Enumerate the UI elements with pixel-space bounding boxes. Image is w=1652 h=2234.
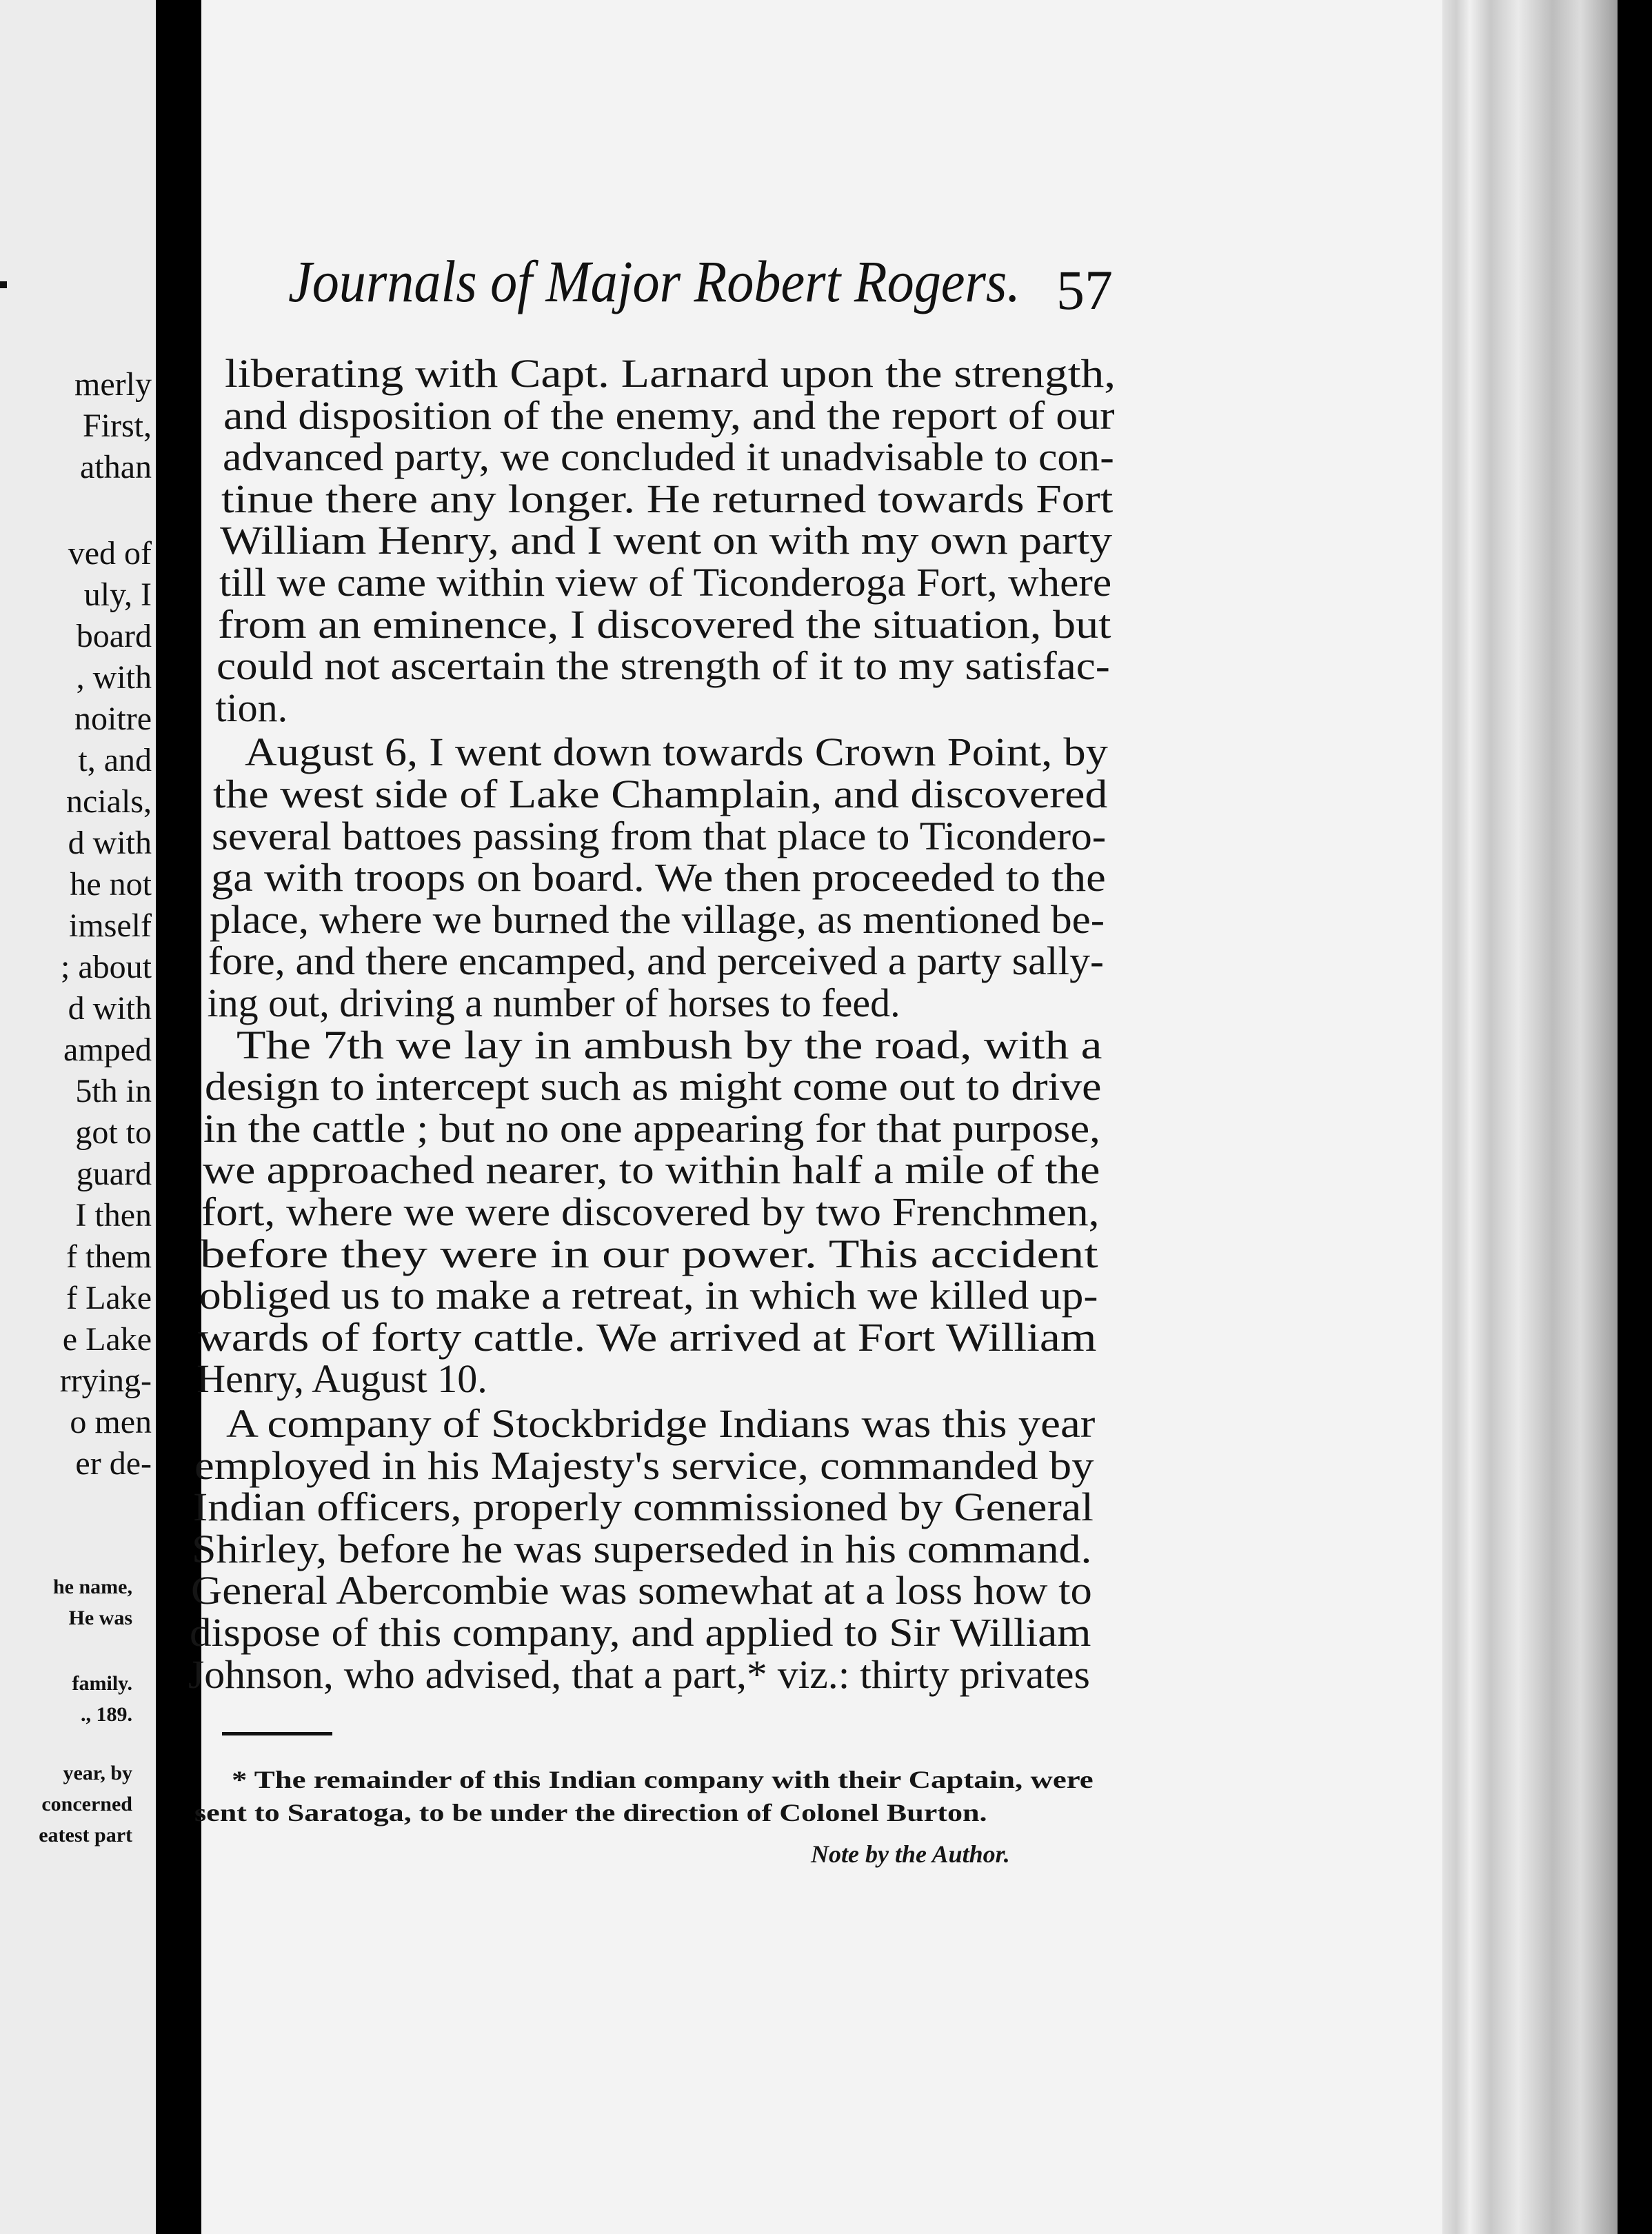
body-line: the west side of Lake Champlain, and discovered <box>213 772 1108 816</box>
body-line: Johnson, who advised, that a part,* viz.: thirty privates <box>188 1651 1091 1697</box>
page-number: 57 <box>1056 259 1113 321</box>
body-line: August 6, I went down towards Crown Point, by <box>244 729 1108 775</box>
left-page-mark <box>0 281 7 288</box>
footnote-signature: Note by the Author. <box>811 1840 1010 1868</box>
left-page-line: imself <box>69 907 152 944</box>
left-page-line: he not <box>70 866 152 903</box>
left-page-line: e Lake <box>62 1321 152 1358</box>
body-line: William Henry, and I went on with my own party <box>220 518 1113 563</box>
body-line: A company of Stockbridge Indians was this year <box>225 1401 1095 1446</box>
left-page-line: First, <box>82 407 152 444</box>
left-page-line: board <box>76 618 152 654</box>
body-line: tion. <box>215 685 288 730</box>
left-page-line: t, and <box>78 742 152 778</box>
left-page-note-line: He was <box>68 1607 132 1629</box>
left-page-line: f them <box>66 1238 152 1275</box>
body-line: fort, where we were discovered by two Frenchmen, <box>201 1189 1100 1234</box>
left-page-line: noitre <box>74 701 152 737</box>
body-line: till we came within view of Ticonderoga Fort, where <box>219 560 1111 605</box>
body-line: several battoes passing from that place to Ticondero- <box>212 813 1107 858</box>
left-page-line: ncials, <box>66 783 152 820</box>
left-page-line: merly <box>74 366 152 403</box>
left-page-line: d with <box>68 825 152 861</box>
left-page-note-line: family. <box>72 1672 132 1695</box>
left-page-line: o men <box>70 1404 152 1440</box>
left-page-line: ved of <box>68 535 152 572</box>
body-line: we approached nearer, to within half a mile of the <box>202 1147 1100 1193</box>
footnote-line: * The remainder of this Indian company with their Captain, were <box>232 1766 1094 1793</box>
body-line: wards of forty cattle. We arrived at Fort William <box>197 1314 1097 1360</box>
left-page-note-line: concerned <box>41 1793 132 1815</box>
left-page-line: ; about <box>61 949 152 985</box>
body-line: design to intercept such as might come out to drive <box>205 1064 1102 1109</box>
body-line: Shirley, before he was superseded in his command. <box>192 1526 1092 1571</box>
body-line: employed in his Majesty's service, commanded by <box>194 1442 1094 1488</box>
body-line: The 7th we lay in ambush by the road, with a <box>236 1022 1102 1067</box>
body-line: in the cattle ; but no one appearing for that purpose, <box>203 1105 1101 1151</box>
body-line: liberating with Capt. Larnard upon the strength, <box>225 351 1116 396</box>
body-line: place, where we burned the village, as mentioned be- <box>209 896 1105 942</box>
body-line: ga with troops on board. We then proceeded to the <box>210 855 1106 900</box>
left-page-line: amped <box>63 1032 152 1068</box>
left-page-line: 5th in <box>75 1073 152 1109</box>
running-head: Journals of Major Robert Rogers. <box>288 248 1020 314</box>
left-page-line: uly, I <box>83 576 152 613</box>
body-line: obliged us to make a retreat, in which we killed up- <box>199 1273 1098 1318</box>
footnote-line: sent to Saratoga, to be under the direction of Colonel Burton. <box>194 1799 987 1827</box>
left-page-note-line: ., 189. <box>81 1703 132 1726</box>
book-gutter <box>156 0 201 2234</box>
body-line: ing out, driving a number of horses to feed. <box>207 980 900 1025</box>
left-page-line: , with <box>76 659 152 696</box>
body-line: advanced party, we concluded it unadvisable to con- <box>222 434 1114 480</box>
body-line: General Abercombie was somewhat at a loss how to <box>190 1568 1092 1613</box>
left-page-line: er de- <box>75 1445 152 1482</box>
body-line: could not ascertain the strength of it to my satisfac- <box>216 643 1110 689</box>
body-line: fore, and there encamped, and perceived a party sally- <box>208 938 1105 984</box>
left-page-line: f Lake <box>66 1280 152 1316</box>
body-line: and disposition of the enemy, and the report of our <box>223 392 1115 438</box>
page-edges <box>1442 0 1618 2234</box>
left-page-note-line: year, by <box>63 1762 132 1784</box>
body-line: from an eminence, I discovered the situation, but <box>217 601 1111 647</box>
left-page-line: d with <box>68 990 152 1027</box>
body-line: tinue there any longer. He returned towards Fort <box>221 476 1114 521</box>
body-line: before they were in our power. This accident <box>200 1231 1098 1276</box>
body-line: Indian officers, properly commissioned by General <box>193 1485 1094 1530</box>
background-edge <box>1618 0 1652 2234</box>
left-page-note-line: eatest part <box>39 1824 132 1846</box>
left-facing-page <box>0 0 156 2234</box>
left-page-line: guard <box>76 1156 152 1192</box>
body-line: dispose of this company, and applied to Sir William <box>190 1610 1091 1655</box>
left-page-line: athan <box>80 449 152 485</box>
left-page-note-line: he name, <box>53 1576 132 1598</box>
left-page-line: rrying- <box>59 1362 152 1399</box>
left-page-line: I then <box>75 1197 152 1234</box>
body-line: Henry, August 10. <box>197 1356 487 1402</box>
footnote-rule <box>222 1732 332 1735</box>
left-page-line: got to <box>75 1114 152 1151</box>
